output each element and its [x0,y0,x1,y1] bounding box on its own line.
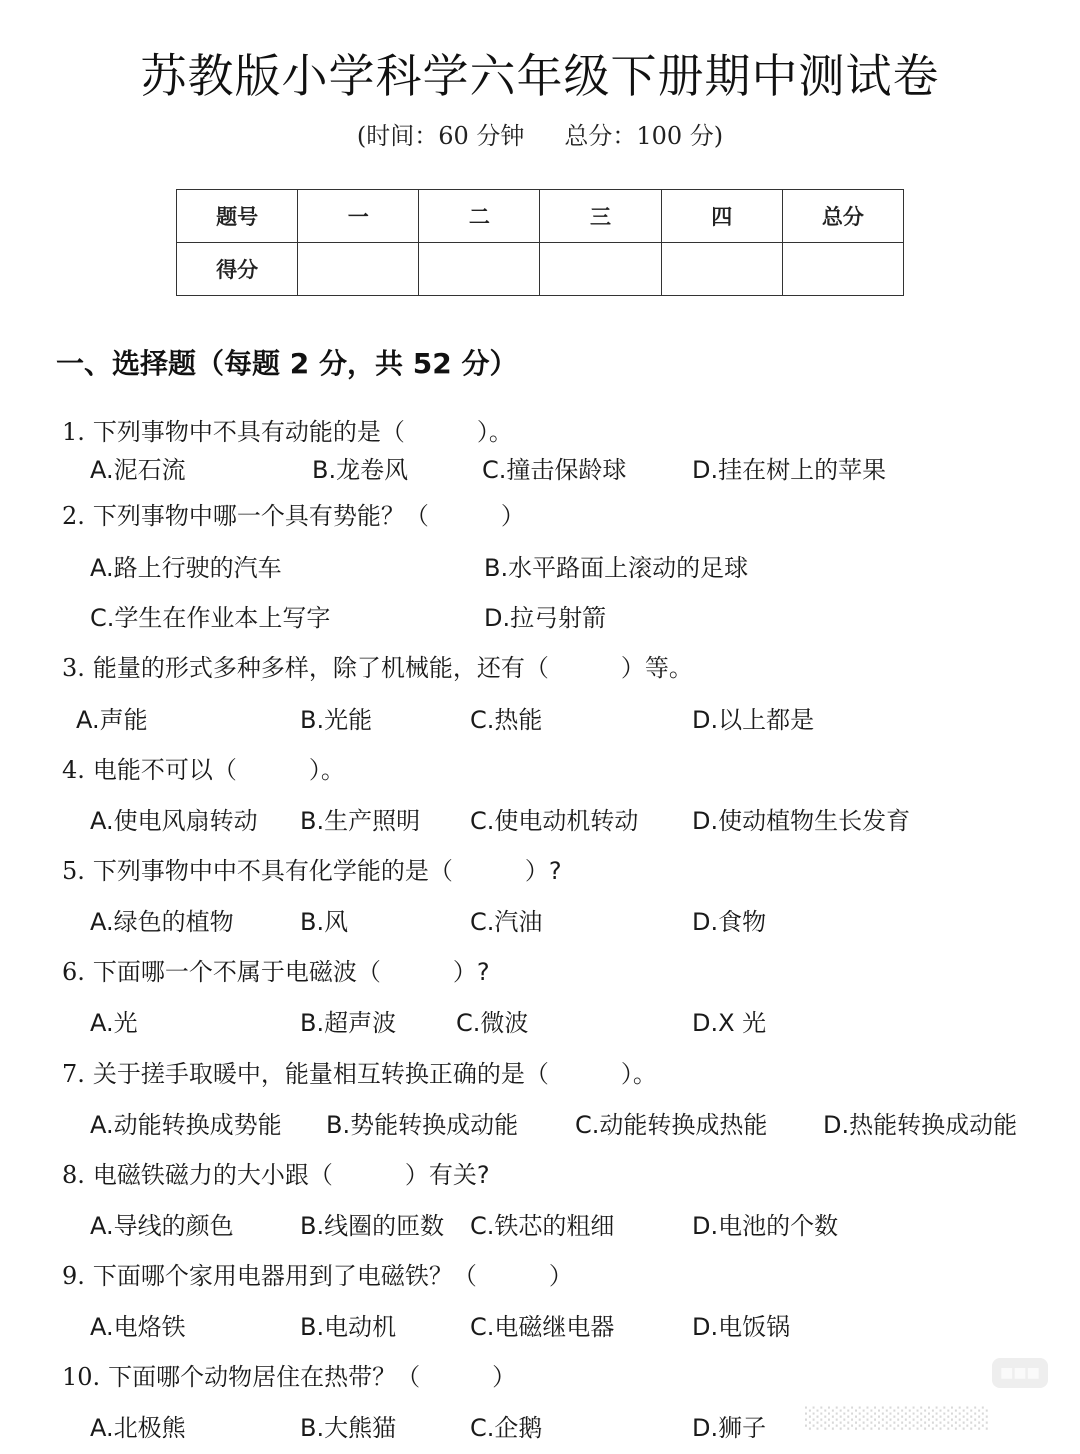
answer-option[interactable]: C.使电动机转动 [470,807,639,835]
watermark: ░░░░░░░░░░░░ [805,1406,990,1430]
answer-option[interactable]: C.电磁继电器 [470,1313,615,1341]
answer-option[interactable]: B.水平路面上滚动的足球 [484,554,749,582]
answer-option[interactable]: A.路上行驶的汽车 [90,554,282,582]
answer-option[interactable]: B.生产照明 [300,807,421,835]
question-6 [62,952,490,987]
question-number: 4. [62,756,85,784]
answer-option[interactable]: D.以上都是 [692,706,815,734]
question-number: 10. [62,1363,101,1391]
question-text: 下面哪个动物居住在热带？（ ） [108,1363,517,1391]
answer-option[interactable]: B.超声波 [300,1009,397,1037]
score-table-score-row [177,243,904,296]
answer-option[interactable]: D.拉弓射箭 [484,604,607,632]
question-text: 下列事物中中不具有化学能的是（ ）? [92,857,562,885]
answer-option[interactable]: B.电动机 [300,1313,397,1341]
question-text: 下面哪一个不属于电磁波（ ）? [92,958,490,986]
question-number: 5. [62,857,85,885]
question-number: 9. [62,1262,85,1290]
question-text: 电能不可以（ ）。 [92,756,345,784]
question-5 [62,851,562,886]
question-7 [62,1054,657,1089]
question-2 [62,496,525,531]
question-9 [62,1256,573,1291]
exam-total-score: 总分：100 分) [564,122,724,150]
score-table-header-cell: 二 [419,190,540,243]
question-number: 2. [62,502,85,530]
answer-option[interactable]: A.导线的颜色 [90,1212,234,1240]
answer-option[interactable]: D.挂在树上的苹果 [692,456,887,484]
answer-option[interactable]: C.企鹅 [470,1414,543,1442]
answer-option[interactable]: C.撞击保龄球 [482,456,627,484]
question-text: 下面哪个家用电器用到了电磁铁？（ ） [92,1262,573,1290]
answer-option[interactable]: A.光 [90,1009,138,1037]
score-table-header-cell: 总分 [782,190,903,243]
answer-option[interactable]: B.线圈的匝数 [300,1212,445,1240]
answer-option[interactable]: C.动能转换成热能 [575,1111,768,1139]
question-number: 6. [62,958,85,986]
question-number: 3. [62,654,85,682]
answer-option[interactable]: C.微波 [456,1009,529,1037]
answer-option[interactable]: C.铁芯的粗细 [470,1212,615,1240]
question-4 [62,750,345,785]
score-table-header-row [177,190,904,243]
score-row-label: 得分 [177,243,298,296]
score-cell[interactable] [419,243,540,296]
question-number: 1. [62,418,85,446]
answer-option[interactable]: D.使动植物生长发育 [692,807,911,835]
score-table-header-cell: 四 [661,190,782,243]
question-1 [62,412,513,447]
answer-option[interactable]: A.北极熊 [90,1414,186,1442]
score-table [176,189,904,296]
answer-option[interactable]: D.电池的个数 [692,1212,839,1240]
answer-option[interactable]: A.泥石流 [90,456,186,484]
question-number: 8. [62,1161,85,1189]
score-table-header-cell: 题号 [177,190,298,243]
score-cell[interactable] [298,243,419,296]
answer-option[interactable]: D.X 光 [692,1009,767,1037]
answer-option[interactable]: A.电烙铁 [90,1313,186,1341]
answer-option[interactable]: B.大熊猫 [300,1414,397,1442]
answer-option[interactable]: C.热能 [470,706,543,734]
answer-option[interactable]: A.绿色的植物 [90,908,234,936]
score-table-header-cell: 一 [298,190,419,243]
answer-option[interactable]: C.学生在作业本上写字 [90,604,331,632]
answer-option[interactable]: A.动能转换成势能 [90,1111,282,1139]
exam-time: (时间：60 分钟 [356,122,525,150]
score-cell[interactable] [661,243,782,296]
answer-option[interactable]: D.食物 [692,908,767,936]
watermark-logo-icon: ■■■ [992,1358,1048,1388]
question-text: 能量的形式多种多样，除了机械能，还有（ ）等。 [92,654,693,682]
answer-option[interactable]: D.热能转换成动能 [823,1111,1018,1139]
answer-option[interactable]: B.势能转换成动能 [326,1111,519,1139]
question-3 [62,648,693,683]
section-heading: 一、选择题（每题 2 分，共 52 分） [56,347,518,380]
answer-option[interactable]: B.光能 [300,706,373,734]
answer-option[interactable]: C.汽油 [470,908,543,936]
answer-option[interactable]: D.狮子 [692,1414,767,1442]
answer-option[interactable]: B.风 [300,908,349,936]
score-table-header-cell: 三 [540,190,661,243]
question-text: 下列事物中哪一个具有势能？（ ） [92,502,525,530]
question-10 [62,1357,516,1392]
question-text: 关于搓手取暖中，能量相互转换正确的是（ ）。 [92,1060,657,1088]
question-text: 电磁铁磁力的大小跟（ ）有关? [92,1161,490,1189]
exam-info [0,116,1080,151]
question-number: 7. [62,1060,85,1088]
answer-option[interactable]: A.声能 [76,706,148,734]
score-cell[interactable] [782,243,903,296]
question-8 [62,1155,490,1190]
page-title: 苏教版小学科学六年级下册期中测试卷 [140,49,940,103]
answer-option[interactable]: A.使电风扇转动 [90,807,258,835]
score-cell[interactable] [540,243,661,296]
answer-option[interactable]: B.龙卷风 [312,456,409,484]
answer-option[interactable]: D.电饭锅 [692,1313,791,1341]
question-text: 下列事物中不具有动能的是（ ）。 [92,418,513,446]
